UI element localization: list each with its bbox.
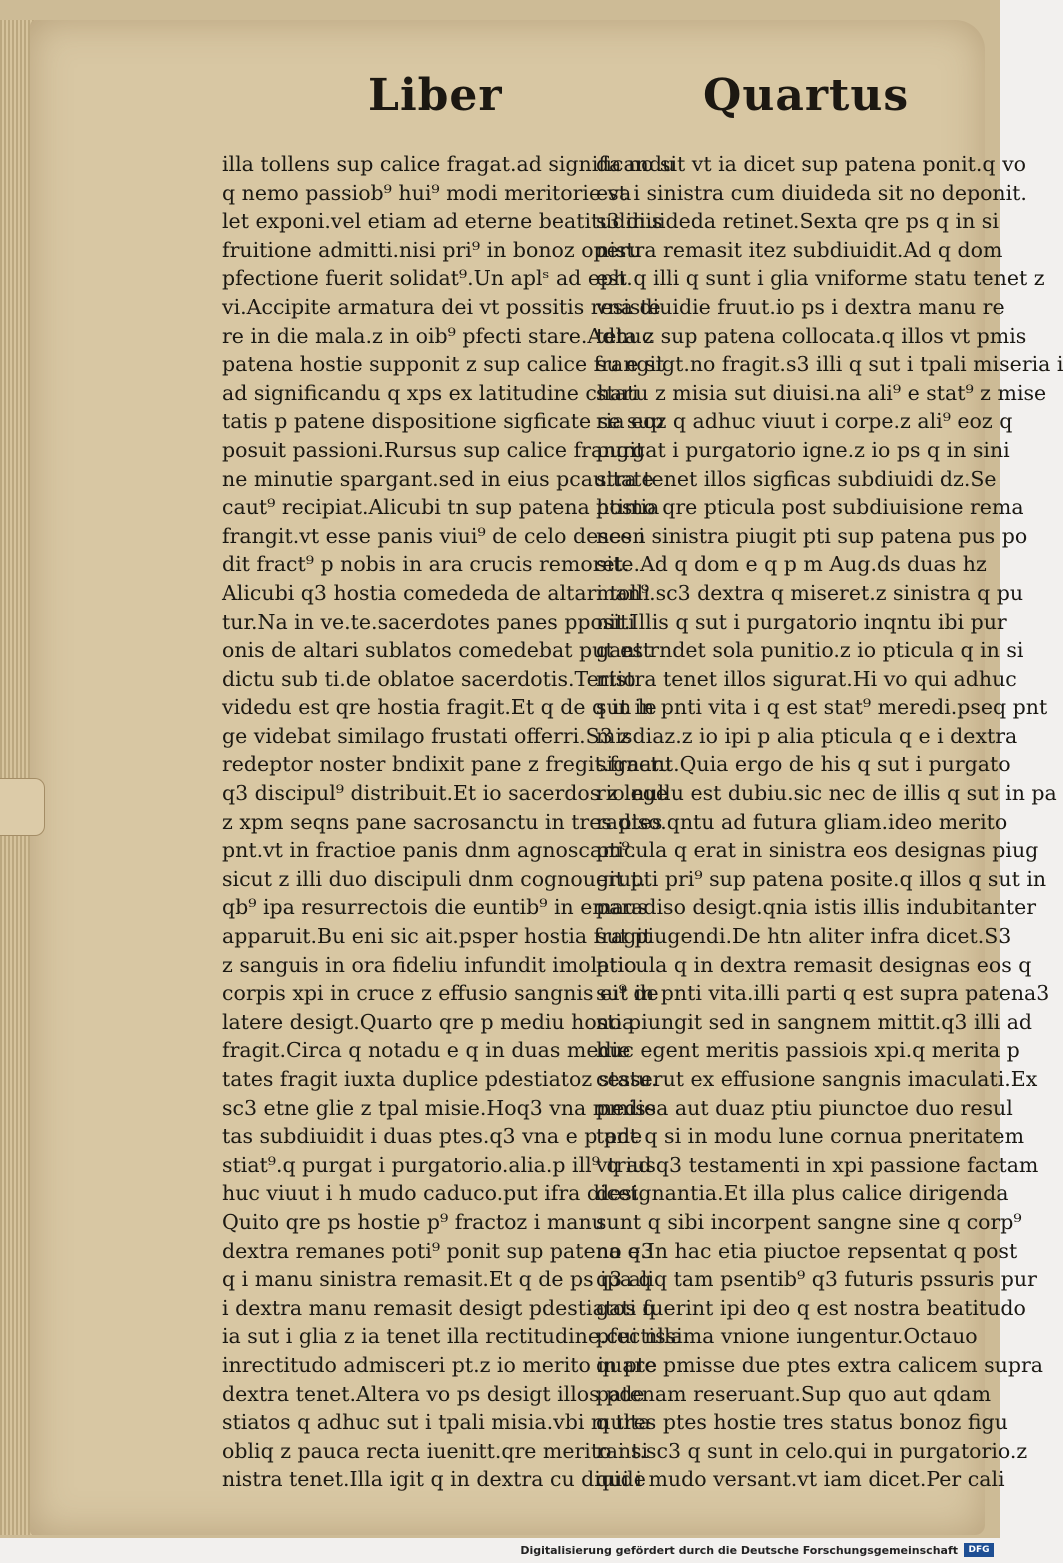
right-text-column <box>596 150 1063 1494</box>
text-line: sut in pnti vita i q est stat⁹ meredi.pseq pnt <box>596 695 1048 720</box>
text-line: dextra tenet.Altera vo ps desigt illos pde <box>222 1381 645 1406</box>
text-line: patena hostie supponit z sup calice frangit <box>222 352 665 377</box>
text-line: sunt q sibi incorpent sangne sine q corp⁹ <box>596 1209 1022 1234</box>
text-line: stiat⁹.q purgat i purgatorio.alia.p ill⁹ q ad <box>222 1152 652 1177</box>
running-head-right: Quartus <box>703 70 910 121</box>
text-line: q i manu sinistra remasit.Et q de ps ipa q <box>222 1267 652 1292</box>
text-line: misdiaz.z io ipi p alia pticula q e i dextra <box>596 723 1018 748</box>
text-line: qb⁹ ipa resurrectois die euntib⁹ in emaus <box>222 895 648 920</box>
text-line: dextra remanes poti⁹ ponit sup patena q3 <box>222 1238 654 1263</box>
text-line: fragit.Circa q notadu e q in duas medie <box>222 1038 631 1063</box>
text-line: tatis p patene dispositione sigficate se sup <box>222 409 664 434</box>
text-line: quare pmisse due ptes extra calicem supra <box>596 1352 1044 1377</box>
text-line: patenam reseruant.Sup quo aut qdam <box>596 1381 992 1406</box>
text-line: vna diuidie fruut.io ps i dextra manu re <box>596 294 1005 319</box>
text-line: da no sit vt ia dicet sup patena ponit.q vo <box>596 152 1026 176</box>
text-line: site.Ad q dom e q p m Aug.ds duas hz <box>596 552 987 577</box>
text-line: pnt.vt in fractioe panis dnm agnoscam⁹. <box>222 838 637 863</box>
text-line: obliq z pauca recta iuenitt.qre merito i si <box>222 1438 649 1463</box>
text-line: rio nullu est dubiu.sic nec de illis q sut in pa <box>596 781 1057 806</box>
text-line: sicut z illi duo discipuli dnm cognouerut. <box>222 866 646 891</box>
dfg-logo: DFG <box>964 1543 994 1557</box>
text-line: s3 diuideda retinet.Sexta qre ps q in si <box>596 209 999 234</box>
text-line: nit.Illis q sut i purgatorio inqntu ibi pur <box>596 609 1007 634</box>
text-line: nes i sinistra piugit pti sup patena pus po <box>596 523 1028 548</box>
text-line: tas subdiuidit i duas ptes.q3 vna e p pde <box>222 1124 643 1149</box>
text-line: huc egent meritis passiois xpi.q merita p <box>596 1038 1020 1063</box>
text-line: no e.In hac etia piuctoe repsentat q post <box>596 1238 1018 1263</box>
text-line: q3 aliq tam psentib⁹ q3 futuris pssuris pur <box>596 1267 1037 1292</box>
text-line: sc3 etne glie z tpal misie.Hoq3 vna medie <box>222 1095 657 1120</box>
text-line: ptimo qre pticula post subdiuisione rema <box>596 495 1024 520</box>
text-line: tur.Na in ve.te.sacerdotes panes ppositi <box>222 609 635 634</box>
text-line: latere desigt.Quarto qre p mediu hostia <box>222 1009 635 1034</box>
text-line: su e sigt.no fragit.s3 illi q sut i tpali miseria i <box>596 352 1063 377</box>
text-line: pticula q in dextra remasit designas eos q <box>596 952 1032 977</box>
running-head-left: Liber <box>368 70 503 121</box>
text-line: huc viuut i h mudo caduco.put ifra dicet. <box>222 1181 645 1206</box>
text-line: cesserut ex effusione sangnis imaculati.Ex <box>596 1067 1038 1091</box>
text-line: posuit passioni.Rursus sup calice frangit <box>222 437 645 462</box>
text-line: est i sinistra cum diuideda sit no deponit. <box>596 180 1027 205</box>
text-line: q tres ptes hostie tres status bonoz figu <box>596 1410 1008 1435</box>
text-line: man⁹.sc3 dextra q miseret.z sinistra q pu <box>596 580 1024 605</box>
text-line: frangit.vt esse panis viui⁹ de celo descen <box>222 523 646 548</box>
text-line: tant q si in modu lune cornua pneritatem <box>596 1124 1025 1149</box>
text-line: gant rndet sola punitio.z io pticula q in si <box>596 638 1024 663</box>
text-line: z xpm seqns pane sacrosanctu in tres ptes <box>222 809 663 834</box>
text-line: tates fragit iuxta duplice pdestiatoz statu. <box>222 1067 658 1091</box>
text-line: videdu est qre hostia fragit.Et q de q in le <box>222 695 657 720</box>
text-line: sut in pnti vita.illi parti q est supra patena3 <box>596 981 1050 1006</box>
text-line: vi.Accipite armatura dei vt possitis resiste <box>222 294 661 319</box>
text-line: signant.Quia ergo de his q sut i purgato <box>596 752 1011 777</box>
text-line: caut⁹ recipiat.Alicubi tn sup patena hostia <box>222 495 660 520</box>
text-line: qui i mudo versant.vt iam dicet.Per cali <box>596 1467 1005 1492</box>
text-line: re in die mala.z in oib⁹ pfecti stare.Adhuc <box>222 323 654 348</box>
bookmark-tab <box>0 778 45 836</box>
text-line: redeptor noster bndixit pane z fregit.fractu <box>222 752 672 777</box>
text-line: statu z misia sut diuisi.na ali⁹ e stat⁹ z mise <box>596 380 1047 405</box>
text-line: no piungit sed in sangnem mittit.q3 illi ad <box>596 1009 1033 1034</box>
footer-credit: Digitalisierung gefördert durch die Deutsche Forschungsgemeinschaft <box>520 1544 958 1557</box>
text-line: gati fuerint ipi deo q est nostra beatitudo <box>596 1295 1026 1320</box>
text-line: rant.sc3 q sunt in celo.qui in purgatorio.z <box>596 1438 1028 1463</box>
text-line: paradiso desigt.qnia istis illis indubitanter <box>596 895 1037 920</box>
text-line: Alicubi q3 hostia comededa de altari tolli <box>222 580 650 605</box>
text-line: ria eoz q adhuc viuut i corpe.z ali⁹ eoz q <box>596 409 1013 434</box>
text-line: pticula q erat in sinistra eos designas piug <box>596 838 1039 863</box>
text-line: radiso.qntu ad futura gliam.ideo merito <box>596 809 1008 834</box>
text-line: inrectitudo admisceri pt.z io merito in pte <box>222 1352 658 1377</box>
text-line: q nemo passiob⁹ hui⁹ modi meritorie va <box>222 180 632 205</box>
text-line: let exponi.vel etiam ad eterne beatitudinis <box>222 209 663 234</box>
text-line: onis de altari sublatos comedebat put est <box>222 638 651 663</box>
text-line: q3 discipul⁹ distribuit.Et io sacerdos z lege <box>222 781 669 806</box>
text-line: est q illi q sunt i glia vniforme statu tenet z <box>596 266 1045 291</box>
text-line: designantia.Et illa plus calice dirigenda <box>596 1181 1009 1206</box>
text-line: apparuit.Bu eni sic ait.psper hostia fragit <box>222 924 652 949</box>
text-line: dictu sub ti.de oblatoe sacerdotis.Tertio <box>222 666 636 691</box>
text-line: fruitione admitti.nisi pri⁹ in bonoz operu <box>222 237 642 262</box>
text-line: corpis xpi in cruce z effusio sangnis ei⁹ de <box>222 981 659 1006</box>
text-line: ia sut i glia z ia tenet illa rectitudine.cui nlla <box>222 1324 683 1349</box>
left-text-column <box>222 150 683 1494</box>
text-line: z sanguis in ora fideliu infundit imolatio <box>222 952 637 977</box>
text-line: git pti pri⁹ sup patena posite.q illos q sut in <box>596 866 1047 891</box>
text-line: ge videbat similago frustati offerri.S3 z <box>222 723 631 748</box>
text-line: nistra tenet illos sigurat.Hi vo qui adhuc <box>596 666 1017 691</box>
text-line: pmissa aut duaz ptiu piunctoe duo resul <box>596 1095 1013 1120</box>
text-line: pfectissima vnione iungentur.Octauo <box>596 1324 978 1349</box>
text-line: i dextra manu remasit desigt pdestiatos q <box>222 1295 656 1320</box>
text-line: purgat i purgatorio igne.z io ps q in sini <box>596 437 1010 462</box>
text-line: sut piugendi.De htn aliter infra dicet.S3 <box>596 924 1012 949</box>
text-line: dit fract⁹ p nobis in ara crucis remoret. <box>222 552 630 577</box>
text-line: vtriusq3 testamenti in xpi passione factam <box>596 1152 1039 1177</box>
text-line: nistra remasit itez subdiuidit.Ad q dom <box>596 237 1003 262</box>
text-line: ad significandu q xps ex latitudine chari <box>222 380 639 405</box>
text-line: ne minutie spargant.sed in eius pcauitate <box>222 466 654 491</box>
text-line: pfectione fuerit solidat⁹.Un aplˢ ad eph. <box>222 266 633 291</box>
text-line: stra tenet illos sigficas subdiuidi dz.Se <box>596 466 997 491</box>
text-line: nistra tenet.Illa igit q in dextra cu diuide <box>222 1467 646 1492</box>
text-line: stiatos q adhuc sut i tpali misia.vbi multa <box>222 1410 651 1435</box>
text-line: Quito qre ps hostie p⁹ fractoz i manu <box>222 1209 605 1234</box>
text-line: teta z sup patena collocata.q illos vt pmis <box>596 323 1027 348</box>
text-line: illa tollens sup calice fragat.ad significandu <box>222 152 676 176</box>
